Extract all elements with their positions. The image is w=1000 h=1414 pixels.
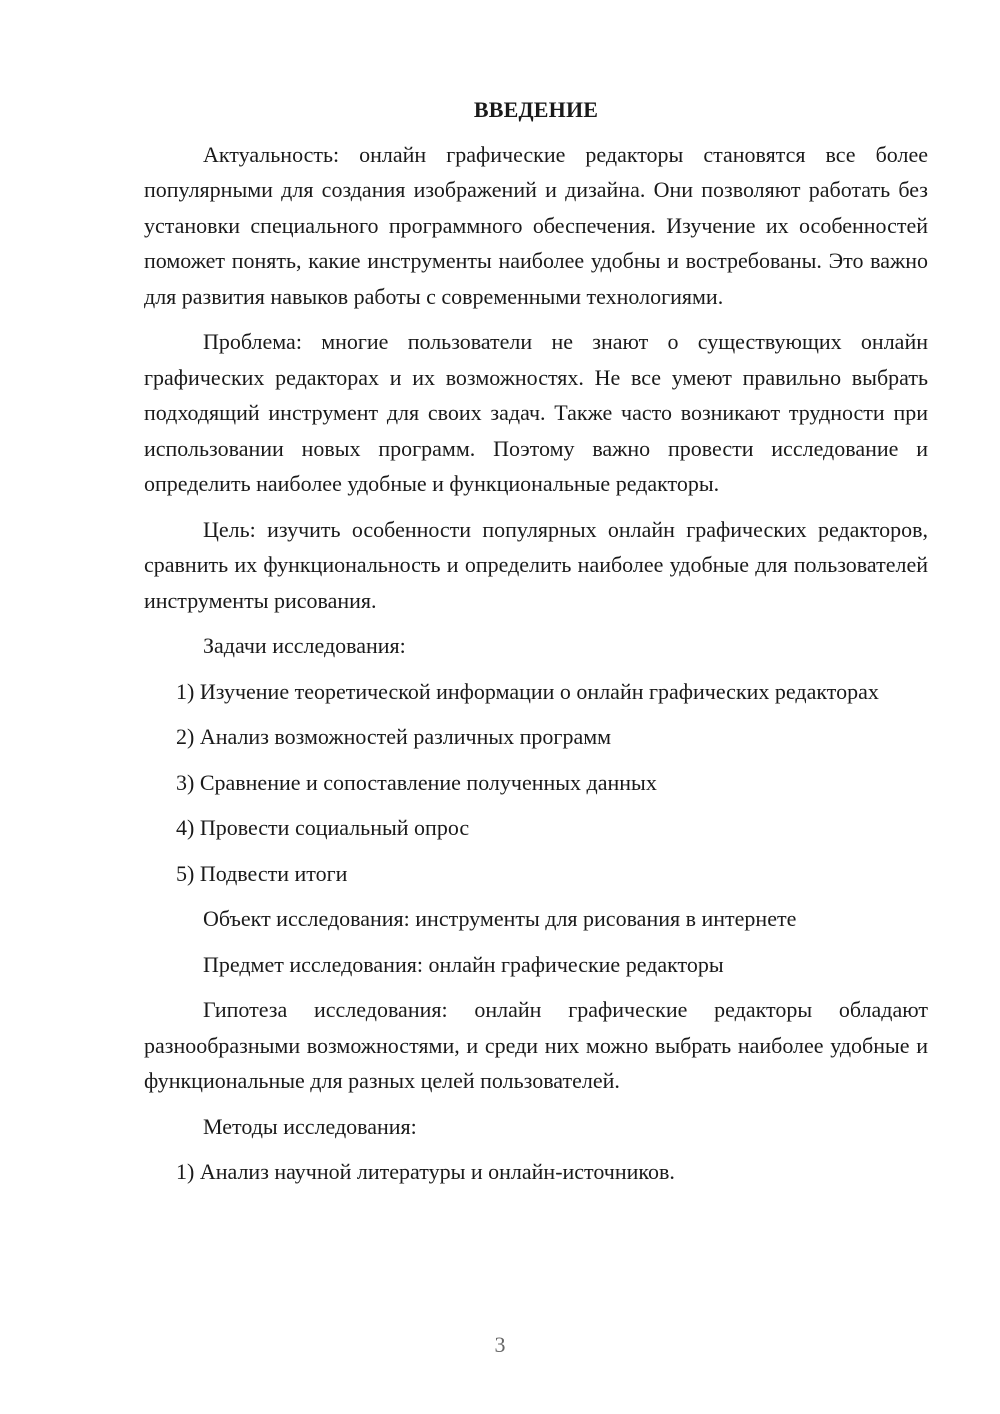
page-number: 3 [494, 1332, 506, 1357]
relevance-paragraph: Актуальность: онлайн графические редакторы становятся все более популярными для создания изображений и дизайна. Они позволяют работать без установки специального программного обеспечения. Изучение их особенностей поможет понять, какие инструменты наиболее удобны и востребованы. Это важно для развития навыков работы с современными технологиями. [144, 141, 928, 309]
object-paragraph: Объект исследования: инструменты для рисования в интернете [203, 906, 797, 931]
task-item: 4) Провести социальный опрос [176, 815, 470, 840]
problem-paragraph: Проблема: многие пользователи не знают о существующих онлайн графических редакторах и их возможностях. Не все умеют правильно выбрать подходящий инструмент для своих задач. Также часто возникают трудности при использовании новых программ. Поэтому важно провести исследование и определить наиболее удобные и функциональные редакторы. [144, 329, 928, 496]
methods-heading: Методы исследования: [203, 1113, 417, 1139]
task-item: 5) Подвести итоги [176, 860, 348, 886]
task-item: 2) Анализ возможностей различных программ [176, 724, 612, 749]
document-page [144, 92, 928, 1200]
hypothesis-paragraph: Гипотеза исследования: онлайн графические редакторы обладают разнообразными возможностями, и среди них можно выбрать наиболее удобные и функциональные для разных целей пользователей. [144, 997, 928, 1093]
method-item: 1) Анализ научной литературы и онлайн-источников. [176, 1159, 675, 1184]
tasks-heading: Задачи исследования: [203, 633, 406, 658]
goal-paragraph: Цель: изучить особенности популярных онлайн графических редакторов, сравнить их функциональность и определить наиболее удобные для пользователей инструменты рисования. [144, 516, 928, 613]
task-item: 1) Изучение теоретической информации о онлайн графических редакторах [176, 678, 879, 704]
page-title: ВВЕДЕНИЕ [473, 97, 599, 122]
task-item: 3) Сравнение и сопоставление полученных данных [176, 769, 657, 795]
subject-paragraph: Предмет исследования: онлайн графические редакторы [203, 951, 724, 977]
